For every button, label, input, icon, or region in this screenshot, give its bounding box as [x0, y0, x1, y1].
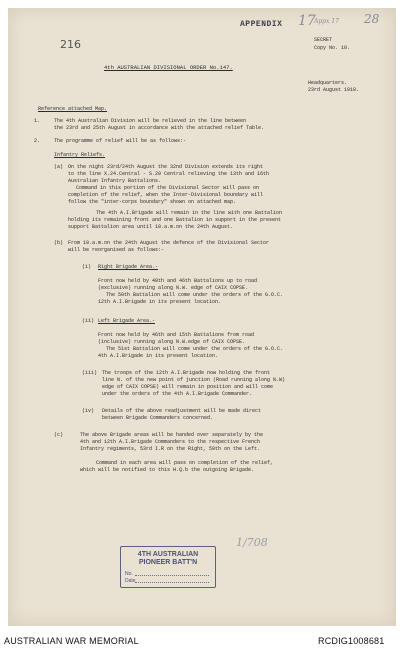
- sub-ii-number: (ii): [82, 318, 95, 324]
- folio-number: 216: [60, 38, 81, 51]
- headquarters-label: Headquarters.: [308, 80, 348, 86]
- para-c-number: (c): [54, 432, 64, 438]
- para-c-text: The above Brigade areas will be handed over separately by the 4th and 12th A.I.Brigade Commanders to the respective French Infantry regiments, 53rd I.R on the Right, 59th on the Left.: [80, 432, 264, 452]
- para-a-number: (a): [54, 164, 64, 170]
- sub-iv-number: (iv): [82, 408, 95, 414]
- sub-iii-number: (iii): [82, 370, 98, 376]
- para-b-number: (b): [54, 240, 64, 246]
- item-1-number: 1.: [34, 118, 41, 124]
- command-paragraph: Command in each area will pass on completion of the relief, which will be notified to this H.Q.b the outgoing Brigade.: [80, 460, 274, 473]
- infantry-reliefs-heading: Infantry Reliefs.: [54, 152, 106, 158]
- handwritten-note: 1/708: [236, 536, 268, 549]
- stamp-date-label: Date: [125, 578, 136, 584]
- sub-i-number: (i): [82, 264, 92, 270]
- sub-iv-text: Details of the above readjustment will be made direct between Brigade Commanders concerned.: [102, 408, 262, 421]
- copy-number: Copy No. 10.: [314, 45, 351, 51]
- stamp-date-line: [135, 582, 209, 583]
- handwritten-appendix-ref: Appx 17: [314, 18, 339, 25]
- sub-i-text: Front now held by 48th and 46th Battalions up to road (exclusive) running along N.W. edge of CAIX COPSE. The 50th Battalion will come under the orders of the G.O.C. 12th A.I.Brigade in its present location.: [98, 278, 284, 305]
- brigade-paragraph: The 4th A.I.Brigade will remain in the line with one Battalion holding its remaining front and one Battalion in support in the present support Battalion area until 10.a.m.on the 24th August.: [68, 210, 283, 230]
- item-1-text: The 4th Australian Division will be relieved in the line between the 23rd and 25th August in accordance with the attached relief Table.: [54, 118, 265, 131]
- item-2-text: The programme of relief will be as follows:-: [54, 138, 187, 144]
- sub-iii-text: The troops of the 12th A.I.Brigade now holding the front line N. of the new point of junction (Road running along N.W) edge of CAIX COPSE) will remain in position and will come under the orders of the 4th A.I.Brigade Commander.: [102, 370, 286, 397]
- reference-line: Reference attached Map.: [38, 106, 108, 112]
- handwritten-page-number: 28: [364, 12, 380, 26]
- stamp-no-line: [135, 575, 209, 576]
- sub-ii-text: Front now held by 46th and 15th Battalions from road (inclusive) running along N.W.edge of CAIX COPSE. The 51st Battalion will come under the orders of the G.O.C. 4th A.I.Brigade in its present location.: [98, 332, 284, 359]
- left-brigade-heading: Left Brigade Area.-: [98, 318, 156, 324]
- order-title: 4th AUSTRALIAN DIVISIONAL ORDER No.147.: [104, 64, 233, 71]
- footer-institution: AUSTRALIAN WAR MEMORIAL: [4, 636, 139, 646]
- order-date: 23rd August 1918.: [308, 87, 360, 93]
- copy-block: [314, 36, 350, 52]
- appendix-stamp: APPENDIX: [240, 20, 283, 29]
- right-brigade-heading: Right Brigade Area.-: [98, 264, 159, 270]
- stamp-no-label: No.: [125, 571, 133, 577]
- stamp-line-1: 4TH AUSTRALIAN: [137, 551, 199, 558]
- secret-label: SECRET: [314, 37, 333, 43]
- para-a-text: On the night 23rd/24th August the 32nd Division extends its right to the line X.24.Central - S.20 Central relieving the 13th and 16th Australian Infantry Battalions. Command in this portion of the Divisional Sector will pass on completion of the relief, when the Inter-Divisional boundary will follow the "inter-corps boundary" shown on attached map.: [68, 164, 270, 205]
- footer-record-id: RCDIG1008681: [318, 636, 385, 646]
- stamp-line-2: PIONEER BATT'N: [138, 559, 198, 566]
- item-2-number: 2.: [34, 138, 41, 144]
- document-page: [8, 8, 396, 626]
- para-b-text: From 10.a.m.on the 24th August the defence of the Divisional Sector will be reorganised as follows:-: [68, 240, 270, 253]
- handwritten-appendix-number: 17: [298, 13, 316, 29]
- pioneer-battalion-stamp: [120, 546, 216, 588]
